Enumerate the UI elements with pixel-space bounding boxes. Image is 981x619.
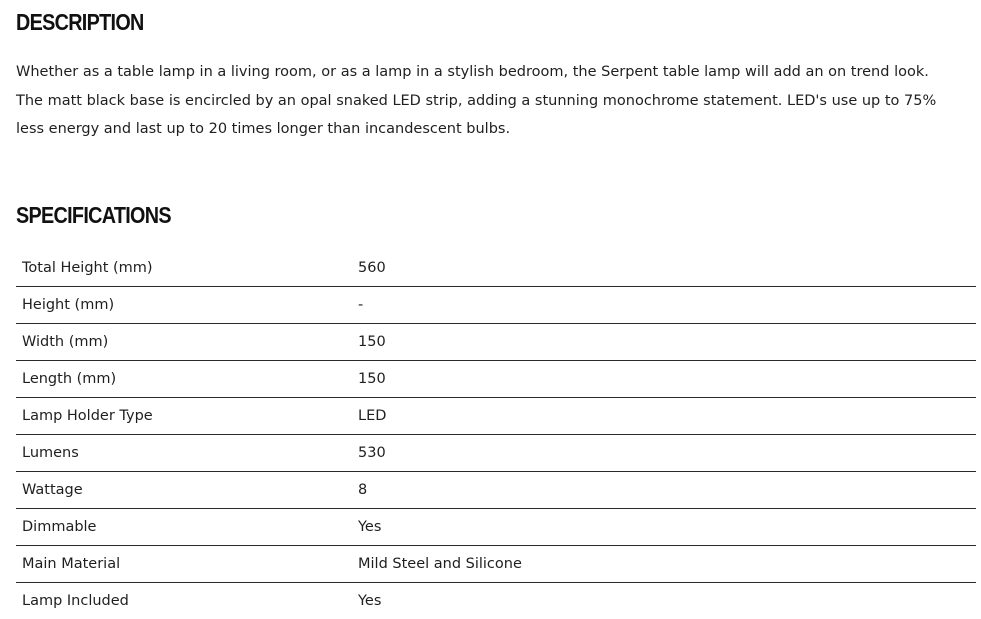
description-line: Whether as a table lamp in a living room, or as a lamp in a stylish bedroom, the Serpent table lamp will add an on trend look. <box>16 64 929 80</box>
spec-row-total-height <box>16 250 976 287</box>
spec-label: Main Material <box>16 546 352 583</box>
spec-row-lumens <box>16 435 976 472</box>
spec-label: Lamp Included <box>16 583 352 619</box>
specifications-heading: SPECIFICATIONS <box>16 202 171 229</box>
spec-label: Length (mm) <box>16 361 352 398</box>
description-text <box>16 58 971 144</box>
specifications-table <box>16 250 976 619</box>
spec-value: Yes <box>352 583 976 619</box>
description-line: less energy and last up to 20 times longer than incandescent bulbs. <box>16 121 510 137</box>
spec-label: Total Height (mm) <box>16 250 352 287</box>
spec-label: Height (mm) <box>16 287 352 324</box>
spec-value: 560 <box>352 250 976 287</box>
spec-row-wattage <box>16 472 976 509</box>
spec-row-width <box>16 324 976 361</box>
spec-value: LED <box>352 398 976 435</box>
spec-value: 150 <box>352 361 976 398</box>
spec-value: Yes <box>352 509 976 546</box>
spec-label: Dimmable <box>16 509 352 546</box>
spec-value: Mild Steel and Silicone <box>352 546 976 583</box>
spec-label: Wattage <box>16 472 352 509</box>
description-heading: DESCRIPTION <box>16 9 144 36</box>
spec-row-lamp-holder-type <box>16 398 976 435</box>
spec-row-lamp-included <box>16 583 976 619</box>
spec-row-length <box>16 361 976 398</box>
spec-label: Lumens <box>16 435 352 472</box>
description-line: The matt black base is encircled by an opal snaked LED strip, adding a stunning monochrome statement. LED's use up to 75% <box>16 93 936 109</box>
spec-value: 150 <box>352 324 976 361</box>
spec-value: 8 <box>352 472 976 509</box>
spec-value: 530 <box>352 435 976 472</box>
spec-row-height <box>16 287 976 324</box>
spec-label: Lamp Holder Type <box>16 398 352 435</box>
spec-row-main-material <box>16 546 976 583</box>
spec-value: - <box>352 287 976 324</box>
spec-row-dimmable <box>16 509 976 546</box>
spec-label: Width (mm) <box>16 324 352 361</box>
